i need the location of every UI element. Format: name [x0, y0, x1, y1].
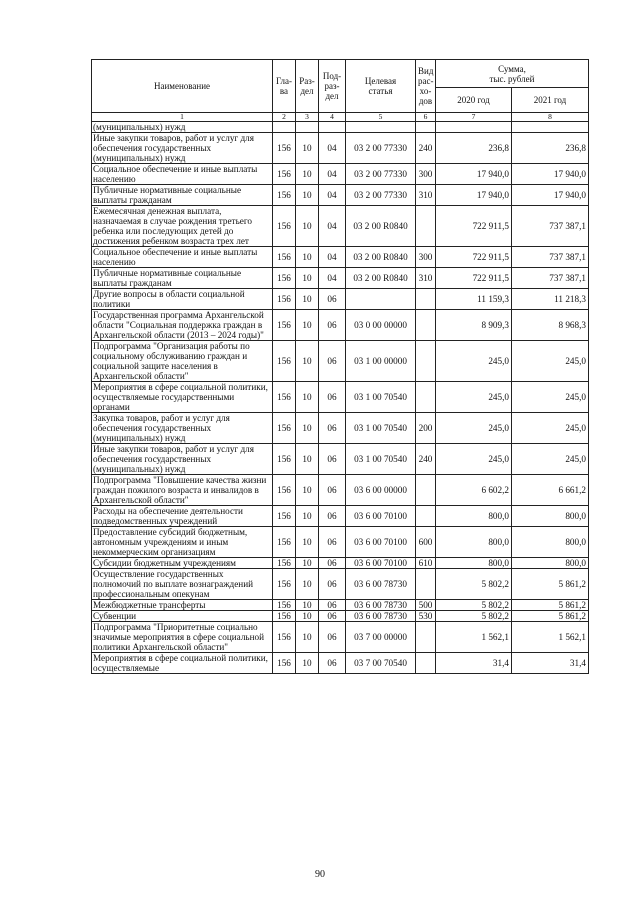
- row-name: Субвенции: [92, 611, 273, 622]
- row-glava: 156: [273, 444, 296, 475]
- row-razdel: 10: [296, 527, 319, 558]
- table-row: [92, 611, 589, 622]
- row-podrazdel: 06: [319, 558, 346, 569]
- row-razdel: 10: [296, 289, 319, 310]
- row-podrazdel: 06: [319, 289, 346, 310]
- row-name: Подпрограмма "Приоритетные социально значимые мероприятия в сфере социальной политики Архангельской области": [92, 622, 273, 653]
- row-podrazdel: 06: [319, 569, 346, 600]
- row-glava: 156: [273, 247, 296, 268]
- row-razdel: 10: [296, 444, 319, 475]
- row-vid: [416, 506, 436, 527]
- row-amount-2021: 800,0: [512, 527, 589, 558]
- row-glava: 156: [273, 206, 296, 247]
- row-amount-2020: 800,0: [436, 527, 512, 558]
- row-vid: [416, 622, 436, 653]
- row-vid: 610: [416, 558, 436, 569]
- row-glava: 156: [273, 413, 296, 444]
- row-razdel: 10: [296, 653, 319, 674]
- table-row: [92, 475, 589, 506]
- row-target: 03 6 00 70100: [346, 506, 416, 527]
- row-glava: 156: [273, 506, 296, 527]
- row-amount-2020: 245,0: [436, 444, 512, 475]
- row-podrazdel: 06: [319, 341, 346, 382]
- row-name: Предоставление субсидий бюджетным, автономным учреждениям и иным некоммерческим организациям: [92, 527, 273, 558]
- row-podrazdel: 04: [319, 206, 346, 247]
- row-glava: 156: [273, 185, 296, 206]
- table-row: [92, 341, 589, 382]
- table-row: [92, 569, 589, 600]
- row-amount-2021: 737 387,1: [512, 268, 589, 289]
- row-vid: [416, 289, 436, 310]
- row-podrazdel: 06: [319, 444, 346, 475]
- row-podrazdel: 04: [319, 133, 346, 164]
- row-amount-2020: 31,4: [436, 653, 512, 674]
- row-amount-2020: 8 909,3: [436, 310, 512, 341]
- row-target: 03 2 00 R0840: [346, 268, 416, 289]
- column-index: 8: [512, 113, 589, 122]
- row-razdel: 10: [296, 506, 319, 527]
- table-row: [92, 206, 589, 247]
- row-name: Ежемесячная денежная выплата, назначаемая в случае рождения третьего ребенка или последующих детей до достижения ребенком возраста трех лет: [92, 206, 273, 247]
- row-name: Публичные нормативные социальные выплаты гражданам: [92, 268, 273, 289]
- row-razdel: 10: [296, 558, 319, 569]
- row-podrazdel: 06: [319, 611, 346, 622]
- row-razdel: 10: [296, 569, 319, 600]
- table-body: [92, 122, 589, 674]
- row-amount-2021: 5 861,2: [512, 569, 589, 600]
- row-amount-2021: 236,8: [512, 133, 589, 164]
- row-amount-2020: 245,0: [436, 413, 512, 444]
- row-podrazdel: 06: [319, 653, 346, 674]
- row-amount-2020: 17 940,0: [436, 164, 512, 185]
- row-vid: 240: [416, 444, 436, 475]
- row-podrazdel: 06: [319, 382, 346, 413]
- row-glava: 156: [273, 653, 296, 674]
- row-target: 03 7 00 70540: [346, 653, 416, 674]
- table-row: [92, 133, 589, 164]
- row-podrazdel: 06: [319, 527, 346, 558]
- table-row: [92, 382, 589, 413]
- row-name: Расходы на обеспечение деятельности подведомственных учреждений: [92, 506, 273, 527]
- row-name: Социальное обеспечение и иные выплаты населению: [92, 164, 273, 185]
- row-glava: 156: [273, 569, 296, 600]
- row-vid: 310: [416, 185, 436, 206]
- page-number: 90: [315, 869, 325, 880]
- row-name: Подпрограмма "Повышение качества жизни граждан пожилого возраста и инвалидов в Архангельской области": [92, 475, 273, 506]
- row-vid: 300: [416, 247, 436, 268]
- row-amount-2020: 800,0: [436, 558, 512, 569]
- column-index: 3: [296, 113, 319, 122]
- table-row: [92, 247, 589, 268]
- header-sum: Сумма, тыс. рублей: [436, 60, 589, 88]
- row-target: 03 1 00 70540: [346, 382, 416, 413]
- row-razdel: 10: [296, 413, 319, 444]
- row-target: 03 1 00 70540: [346, 413, 416, 444]
- table-row: [92, 444, 589, 475]
- row-vid: [416, 341, 436, 382]
- header-name: Наименование: [92, 60, 273, 113]
- row-target: 03 2 00 R0840: [346, 247, 416, 268]
- row-podrazdel: 04: [319, 247, 346, 268]
- header-razdel: Раз- дел: [296, 60, 319, 113]
- table-row: [92, 600, 589, 611]
- row-podrazdel: 04: [319, 185, 346, 206]
- row-vid: [416, 382, 436, 413]
- row-amount-2021: 8 968,3: [512, 310, 589, 341]
- table-row: [92, 289, 589, 310]
- row-razdel: 10: [296, 600, 319, 611]
- table-row: [92, 122, 589, 133]
- header-podrazdel: Под- раз- дел: [319, 60, 346, 113]
- column-index: 6: [416, 113, 436, 122]
- row-name: Государственная программа Архангельской области "Социальная поддержка граждан в Архангельской области (2013 – 2024 годы)": [92, 310, 273, 341]
- column-index-row: [92, 113, 589, 122]
- row-vid: 530: [416, 611, 436, 622]
- row-amount-2021: 245,0: [512, 382, 589, 413]
- row-glava: 156: [273, 341, 296, 382]
- row-amount-2020: 245,0: [436, 341, 512, 382]
- row-amount-2020: 1 562,1: [436, 622, 512, 653]
- row-vid: [416, 653, 436, 674]
- row-glava: 156: [273, 164, 296, 185]
- row-name: Социальное обеспечение и иные выплаты населению: [92, 247, 273, 268]
- row-target: 03 1 00 00000: [346, 341, 416, 382]
- table-row: [92, 558, 589, 569]
- row-vid: 240: [416, 133, 436, 164]
- row-podrazdel: 06: [319, 600, 346, 611]
- row-glava: 156: [273, 558, 296, 569]
- row-razdel: 10: [296, 247, 319, 268]
- row-podrazdel: 06: [319, 506, 346, 527]
- row-podrazdel: 06: [319, 475, 346, 506]
- row-razdel: 10: [296, 206, 319, 247]
- header-target: Целевая статья: [346, 60, 416, 113]
- row-target: 03 2 00 77330: [346, 185, 416, 206]
- header-glava: Гла- ва: [273, 60, 296, 113]
- row-name: Межбюджетные трансферты: [92, 600, 273, 611]
- row-amount-2021: 11 218,3: [512, 289, 589, 310]
- row-amount-2020: 6 602,2: [436, 475, 512, 506]
- row-target: 03 7 00 00000: [346, 622, 416, 653]
- column-index: 7: [436, 113, 512, 122]
- row-amount-2020: [436, 122, 512, 133]
- row-podrazdel: 04: [319, 164, 346, 185]
- row-podrazdel: 06: [319, 310, 346, 341]
- row-vid: [416, 206, 436, 247]
- row-name: Осуществление государственных полномочий по выплате вознаграждений профессиональным опекунам: [92, 569, 273, 600]
- row-amount-2020: 11 159,3: [436, 289, 512, 310]
- column-index: 2: [273, 113, 296, 122]
- row-podrazdel: 06: [319, 413, 346, 444]
- row-name: Другие вопросы в области социальной политики: [92, 289, 273, 310]
- row-target: 03 2 00 R0840: [346, 206, 416, 247]
- row-razdel: 10: [296, 382, 319, 413]
- row-amount-2020: 17 940,0: [436, 185, 512, 206]
- row-name: Иные закупки товаров, работ и услуг для обеспечения государственных (муниципальных) нужд: [92, 133, 273, 164]
- row-glava: 156: [273, 600, 296, 611]
- row-name: Иные закупки товаров, работ и услуг для обеспечения государственных (муниципальных) нужд: [92, 444, 273, 475]
- row-razdel: 10: [296, 185, 319, 206]
- row-razdel: 10: [296, 268, 319, 289]
- row-amount-2020: 5 802,2: [436, 611, 512, 622]
- row-amount-2020: 245,0: [436, 382, 512, 413]
- row-glava: 156: [273, 622, 296, 653]
- row-vid: 500: [416, 600, 436, 611]
- row-amount-2021: 737 387,1: [512, 206, 589, 247]
- row-razdel: [296, 122, 319, 133]
- table-row: [92, 506, 589, 527]
- row-razdel: 10: [296, 133, 319, 164]
- row-amount-2021: 5 861,2: [512, 611, 589, 622]
- row-amount-2021: 17 940,0: [512, 164, 589, 185]
- table-row: [92, 310, 589, 341]
- row-amount-2021: 245,0: [512, 413, 589, 444]
- row-razdel: 10: [296, 475, 319, 506]
- row-glava: 156: [273, 611, 296, 622]
- row-amount-2020: 722 911,5: [436, 247, 512, 268]
- row-name: Субсидии бюджетным учреждениям: [92, 558, 273, 569]
- row-amount-2021: 1 562,1: [512, 622, 589, 653]
- row-amount-2020: 5 802,2: [436, 600, 512, 611]
- row-target: 03 6 00 78730: [346, 600, 416, 611]
- row-amount-2021: 800,0: [512, 558, 589, 569]
- table-row: [92, 185, 589, 206]
- row-glava: 156: [273, 475, 296, 506]
- row-target: 03 1 00 70540: [346, 444, 416, 475]
- column-index: 1: [92, 113, 273, 122]
- row-glava: [273, 122, 296, 133]
- table-row: [92, 413, 589, 444]
- table-row: [92, 164, 589, 185]
- table-row: [92, 268, 589, 289]
- row-amount-2020: 236,8: [436, 133, 512, 164]
- row-vid: [416, 122, 436, 133]
- row-amount-2021: 6 661,2: [512, 475, 589, 506]
- row-vid: 200: [416, 413, 436, 444]
- table-row: [92, 622, 589, 653]
- row-glava: 156: [273, 268, 296, 289]
- row-vid: 300: [416, 164, 436, 185]
- row-name: Мероприятия в сфере социальной политики, осуществляемые: [92, 653, 273, 674]
- header-year-2020: 2020 год: [436, 88, 512, 113]
- row-amount-2020: 800,0: [436, 506, 512, 527]
- row-razdel: 10: [296, 341, 319, 382]
- header-row-top: [92, 60, 589, 88]
- row-razdel: 10: [296, 622, 319, 653]
- row-amount-2021: 5 861,2: [512, 600, 589, 611]
- row-target: 03 2 00 77330: [346, 164, 416, 185]
- row-podrazdel: [319, 122, 346, 133]
- row-amount-2021: 245,0: [512, 341, 589, 382]
- column-index: 5: [346, 113, 416, 122]
- row-target: [346, 289, 416, 310]
- row-glava: 156: [273, 310, 296, 341]
- row-razdel: 10: [296, 611, 319, 622]
- row-target: [346, 122, 416, 133]
- row-name: Публичные нормативные социальные выплаты гражданам: [92, 185, 273, 206]
- row-amount-2021: [512, 122, 589, 133]
- row-name: Мероприятия в сфере социальной политики, осуществляемые государственными органами: [92, 382, 273, 413]
- row-amount-2020: 5 802,2: [436, 569, 512, 600]
- row-podrazdel: 04: [319, 268, 346, 289]
- row-razdel: 10: [296, 164, 319, 185]
- header-vid: Вид рас- хо- дов: [416, 60, 436, 113]
- row-target: 03 6 00 78730: [346, 611, 416, 622]
- row-target: 03 0 00 00000: [346, 310, 416, 341]
- row-glava: 156: [273, 133, 296, 164]
- row-vid: [416, 310, 436, 341]
- row-amount-2021: 31,4: [512, 653, 589, 674]
- row-vid: 310: [416, 268, 436, 289]
- row-amount-2021: 737 387,1: [512, 247, 589, 268]
- table-row: [92, 653, 589, 674]
- row-name: Закупка товаров, работ и услуг для обеспечения государственных (муниципальных) нужд: [92, 413, 273, 444]
- row-podrazdel: 06: [319, 622, 346, 653]
- row-vid: [416, 475, 436, 506]
- row-target: 03 6 00 70100: [346, 558, 416, 569]
- row-amount-2021: 800,0: [512, 506, 589, 527]
- table-row: [92, 527, 589, 558]
- row-amount-2021: 245,0: [512, 444, 589, 475]
- row-target: 03 2 00 77330: [346, 133, 416, 164]
- row-target: 03 6 00 70100: [346, 527, 416, 558]
- row-vid: 600: [416, 527, 436, 558]
- budget-table: [91, 59, 589, 674]
- row-amount-2020: 722 911,5: [436, 206, 512, 247]
- row-glava: 156: [273, 289, 296, 310]
- row-glava: 156: [273, 382, 296, 413]
- row-target: 03 6 00 78730: [346, 569, 416, 600]
- column-index: 4: [319, 113, 346, 122]
- header-year-2021: 2021 год: [512, 88, 589, 113]
- budget-table-wrapper: [91, 59, 588, 674]
- row-name: (муниципальных) нужд: [92, 122, 273, 133]
- row-amount-2021: 17 940,0: [512, 185, 589, 206]
- row-target: 03 6 00 00000: [346, 475, 416, 506]
- row-amount-2020: 722 911,5: [436, 268, 512, 289]
- row-name: Подпрограмма "Организация работы по социальному обслуживанию граждан и социальной защите населения в Архангельской области": [92, 341, 273, 382]
- row-glava: 156: [273, 527, 296, 558]
- row-vid: [416, 569, 436, 600]
- row-razdel: 10: [296, 310, 319, 341]
